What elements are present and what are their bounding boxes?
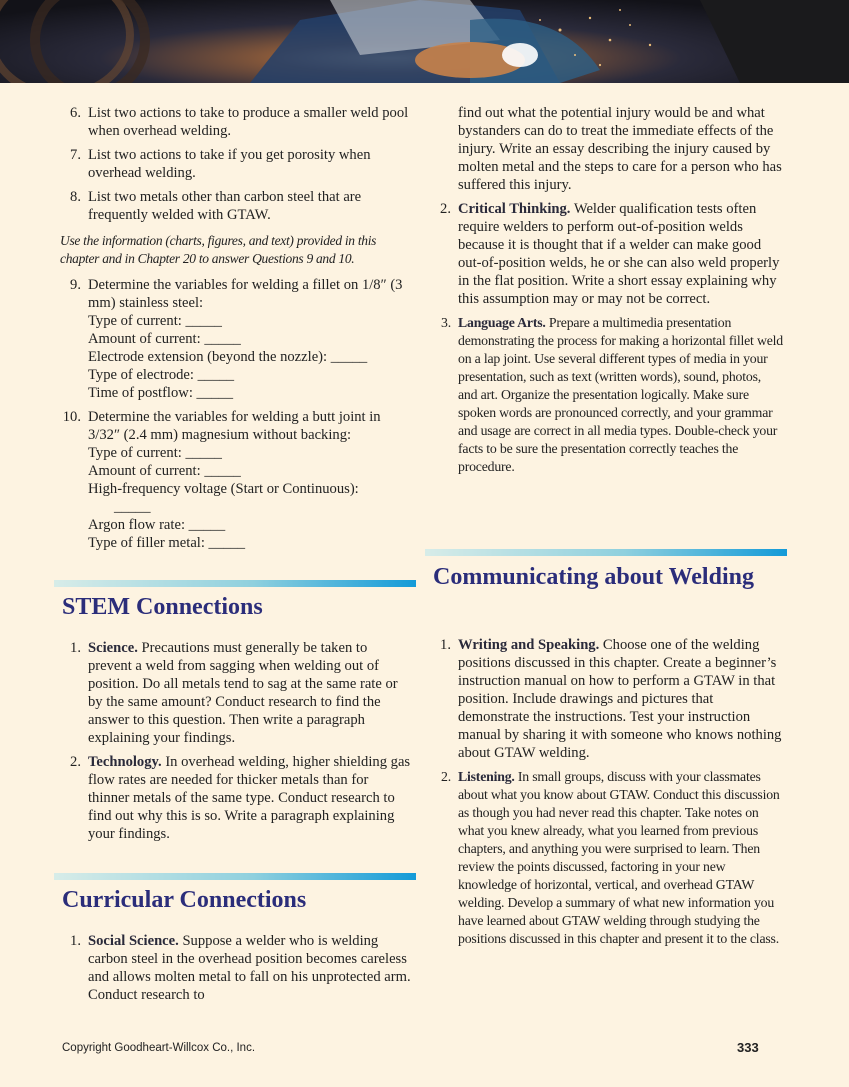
list-item: 8. List two metals other than carbon steel that are frequently welded with GTAW.	[70, 189, 362, 223]
stem-section	[60, 639, 412, 849]
section-rule	[54, 580, 416, 587]
continued-text: find out what the potential injury would be and what bystanders can do to treat the immediate effects of the injury. Write an essay describing the injury caused by molten metal and the steps to care for a person who has suffered this injury.	[458, 105, 782, 193]
instruction-note: Use the information (charts, figures, and text) provided in this chapter and in Chapter 20 to answer Questions 9 and 10.	[60, 233, 377, 266]
section-rule	[425, 549, 787, 556]
question-9: 9. Determine the variables for welding a fillet on 1/8″ (3 mm) stainless steel: Type of current: _____ Amount of current: _____ Electrode extension (beyond the nozzle): _____ Type of electrode: _____ Time of postflow: _____	[70, 277, 403, 401]
list-item: 7. List two actions to take if you get porosity when overhead welding.	[70, 147, 371, 181]
curricular-heading: Curricular Connections	[62, 887, 307, 913]
question-10: 10. Determine the variables for welding a butt joint in 3/32″ (2.4 mm) magnesium without backing: Type of current: _____ Amount of current: _____ High-frequency voltage (Start or Continuous): _____ Argon flow rate: _____ Type of filler metal: _____	[62, 409, 381, 551]
list-item: 1. Social Science. Suppose a welder who is welding carbon steel in the overhead position becomes careless and allows molten metal to fall on his unprotected arm. Conduct research to	[70, 933, 411, 1003]
section-rule	[54, 873, 416, 880]
communicating-section	[430, 636, 783, 954]
page-number: 333	[737, 1040, 759, 1055]
welding-photo	[0, 0, 849, 83]
list-item: 2. Critical Thinking. Welder qualification tests often require welders to perform out-of-position welds because it is thought that if a welder can make good out-of-position welds, he or she can also weld properly in the flat position. Write a short essay explaining why this assumption may or may not be correct.	[440, 201, 780, 307]
curricular-section	[60, 932, 412, 1010]
list-item: 3. Language Arts. Prepare a multimedia presentation demonstrating the process for making a horizontal fillet weld on a lap joint. Use several different types of media in your presentation, such as text (written words), sound, photos, and art. Organize the presentation logically. Make sure spoken words are pronounced correctly, and your grammar and usage are correct in all media types. Double-check your facts to be sure the presentation correctly teaches the procedure.	[441, 315, 783, 474]
communicating-heading: Communicating about Welding	[433, 564, 754, 590]
stem-heading: STEM Connections	[62, 594, 263, 620]
variable-questions	[60, 276, 412, 552]
list-item: 1. Writing and Speaking. Choose one of the welding positions discussed in this chapter. Create a beginner’s instruction manual on how to perform a GTAW in that position. Include drawings and pictures that demonstrate the instructions. Test your instruction manual by sharing it with someone who knows nothing about GTAW welding.	[440, 637, 782, 761]
list-item: 2. Technology. In overhead welding, higher shielding gas flow rates are needed for thicker metals than for thinner metals of the same type. Conduct research to find out why this is so. Write a paragraph explaining your findings.	[70, 754, 411, 842]
review-questions	[60, 104, 412, 224]
copyright-text: Copyright Goodheart-Willcox Co., Inc.	[62, 1042, 256, 1054]
right-column	[438, 104, 783, 482]
left-column	[60, 104, 412, 558]
list-item: 1. Science. Precautions must generally be taken to prevent a weld from sagging when welding out of position. Do all metals tend to sag at the same rate or by the same amount? Conduct research to find the answer to this question. Then write a paragraph explaining your findings.	[70, 640, 398, 746]
list-item: 2. Listening. In small groups, discuss with your classmates about what you know about GTAW. Conduct this discussion as though you had never read this chapter. Take notes on what you knew already, what you learned from previous chapters, and anything you were surprised to learn. Then review the points discussed, factoring in your new knowledge of horizontal, vertical, and overhead GTAW welding. Develop a summary of what new information you have learned about GTAW welding through studying the positions discussed in this chapter and present it to the class.	[441, 769, 780, 946]
list-item: 6. List two actions to take to produce a smaller weld pool when overhead welding.	[70, 105, 409, 139]
